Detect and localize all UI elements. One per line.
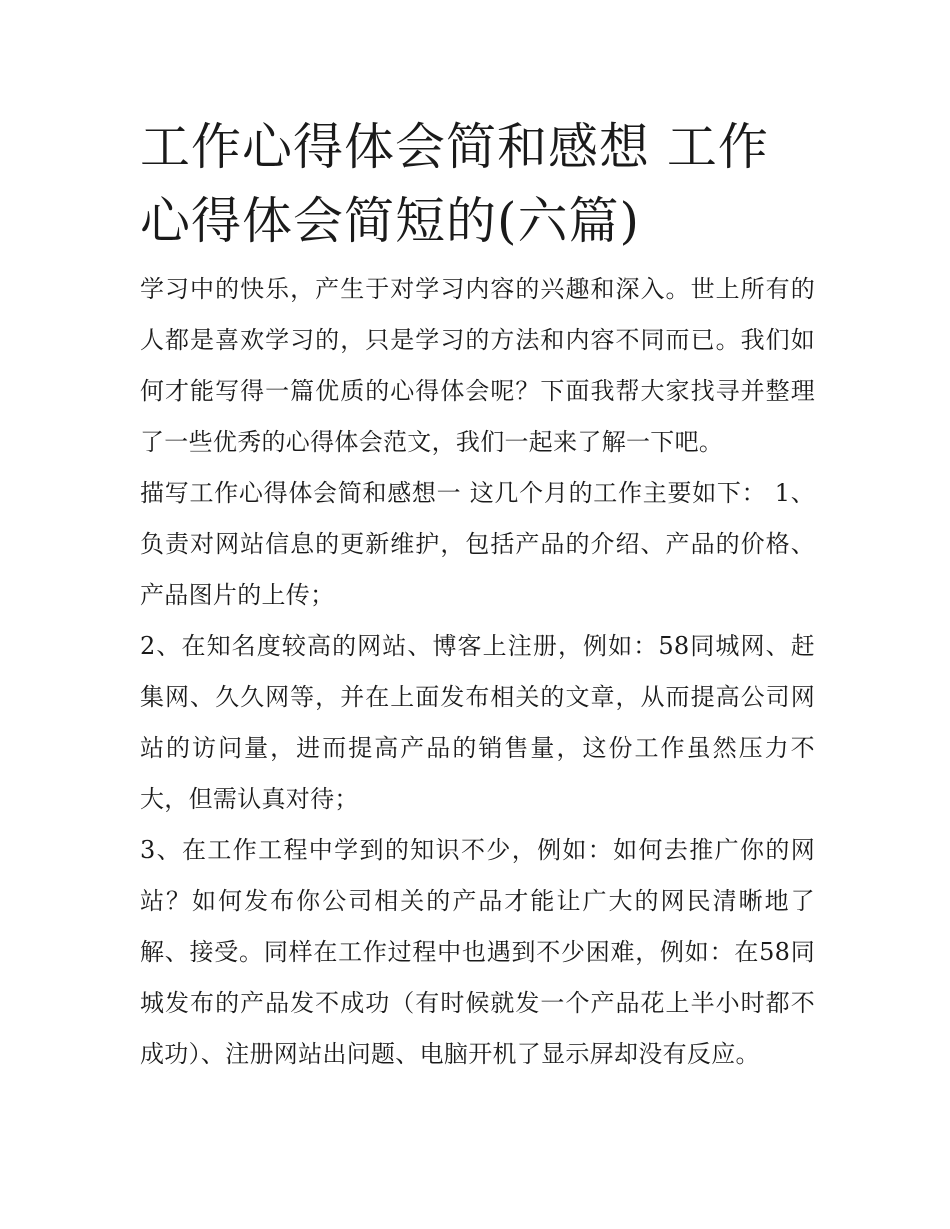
section-one-paragraph: 描写工作心得体会简和感想一 这几个月的工作主要如下： 1、负责对网站信息的更新维护，包括产品的介绍、产品的价格、产品图片的上传； [140,479,815,609]
item-two-paragraph: 2、在知名度较高的网站、博客上注册，例如：58同城网、赶集网、久久网等，并在上面发布相关的文章，从而提高公司网站的访问量，进而提高产品的销售量，这份工作虽然压力不大，但需认真对待； [140,632,815,813]
intro-paragraph: 学习中的快乐，产生于对学习内容的兴趣和深入。世上所有的人都是喜欢学习的，只是学习的方法和内容不同而已。我们如何才能写得一篇优质的心得体会呢？下面我帮大家找寻并整理了一些优秀的心得体会范文，我们一起来了解一下吧。 [140,275,815,456]
document-title: 工作心得体会简和感想 工作心得体会简短的(六篇) [140,118,769,250]
document-body [140,110,815,1080]
item-three-paragraph: 3、在工作工程中学到的知识不少，例如：如何去推广你的网站？如何发布你公司相关的产品才能让广大的网民清晰地了解、接受。同样在工作过程中也遇到不少困难，例如：在58同城发布的产品发不成功（有时候就发一个产品花上半小时都不成功）、注册网站出问题、电脑开机了显示屏却没有反应。 [140,836,815,1068]
